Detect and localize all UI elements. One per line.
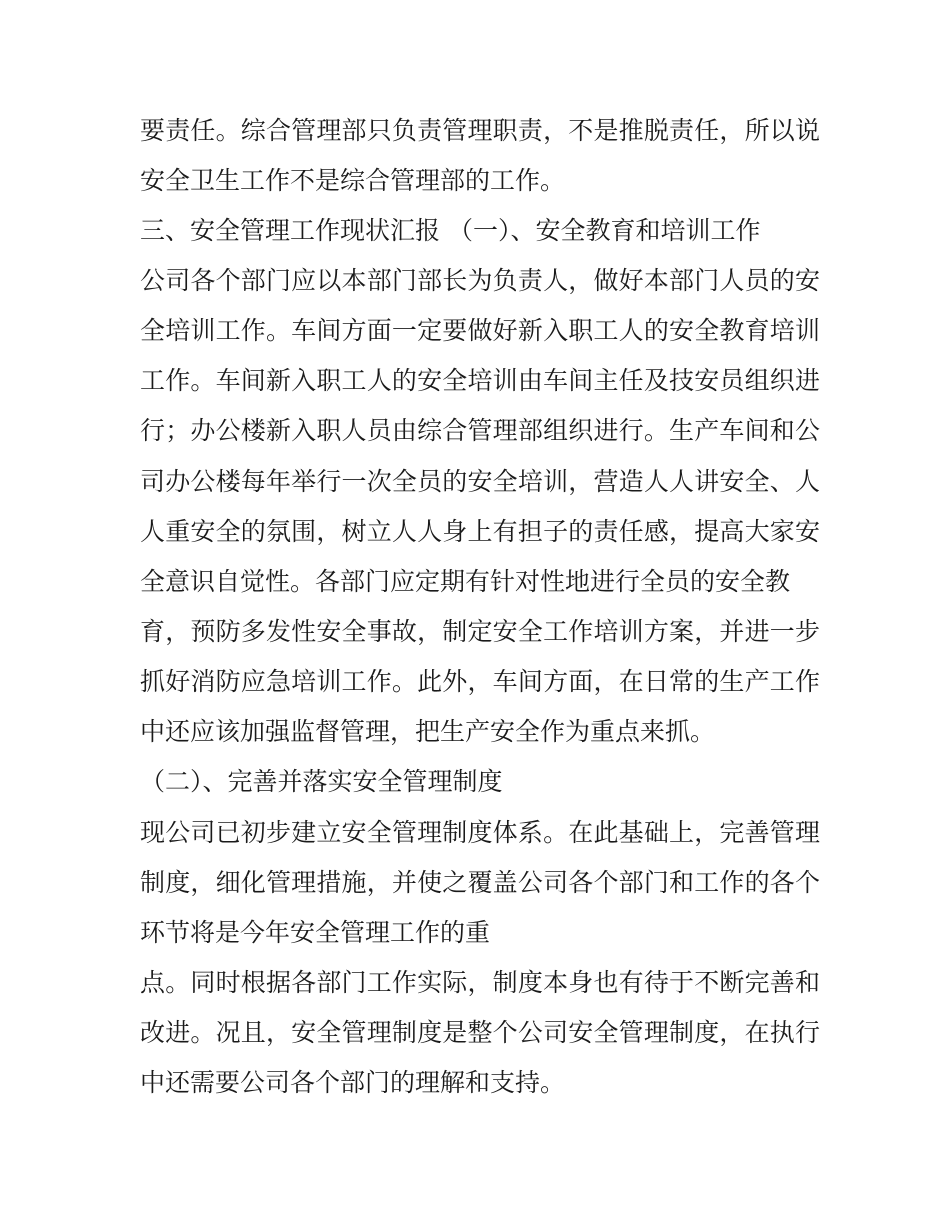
section-heading: 三、安全管理工作现状汇报 （一）、安全教育和培训工作 xyxy=(140,216,761,245)
text-line: 人重安全的氛围，树立人人身上有担子的责任感，提高大家安 xyxy=(140,517,820,546)
text-line: 抓好消防应急培训工作。此外，车间方面，在日常的生产工作 xyxy=(140,667,820,696)
text-line: 行；办公楼新入职人员由综合管理部组织进行。生产车间和公 xyxy=(140,416,820,445)
text-line: 点。同时根据各部门工作实际，制度本身也有待于不断完善和 xyxy=(140,968,820,997)
text-line: 全意识自觉性。各部门应定期有针对性地进行全员的安全教 xyxy=(140,567,791,596)
text-line: 安全卫生工作不是综合管理部的工作。 xyxy=(140,166,566,195)
section-heading: （二）、完善并落实安全管理制度 xyxy=(140,767,503,796)
text-line: 中还应该加强监督管理，把生产安全作为重点来抓。 xyxy=(140,717,716,746)
text-line: 要责任。综合管理部只负责管理职责，不是推脱责任，所以说 xyxy=(140,116,820,145)
text-line: 制度，细化管理措施，并使之覆盖公司各个部门和工作的各个 xyxy=(140,868,820,897)
text-line: 公司各个部门应以本部门部长为负责人，做好本部门人员的安 xyxy=(140,266,820,295)
text-line: 环节将是今年安全管理工作的重 xyxy=(140,918,491,947)
text-line: 育，预防多发性安全事故，制定安全工作培训方案，并进一步 xyxy=(140,617,820,646)
text-line: 现公司已初步建立安全管理制度体系。在此基础上，完善管理 xyxy=(140,818,820,847)
text-line: 全培训工作。车间方面一定要做好新入职工人的安全教育培训 xyxy=(140,316,820,345)
text-line: 工作。车间新入职工人的安全培训由车间主任及技安员组织进 xyxy=(140,366,820,395)
text-line: 改进。况且，安全管理制度是整个公司安全管理制度，在执行 xyxy=(140,1018,820,1047)
text-line: 司办公楼每年举行一次全员的安全培训，营造人人讲安全、人 xyxy=(140,467,820,496)
text-line: 中还需要公司各个部门的理解和支持。 xyxy=(140,1068,566,1097)
